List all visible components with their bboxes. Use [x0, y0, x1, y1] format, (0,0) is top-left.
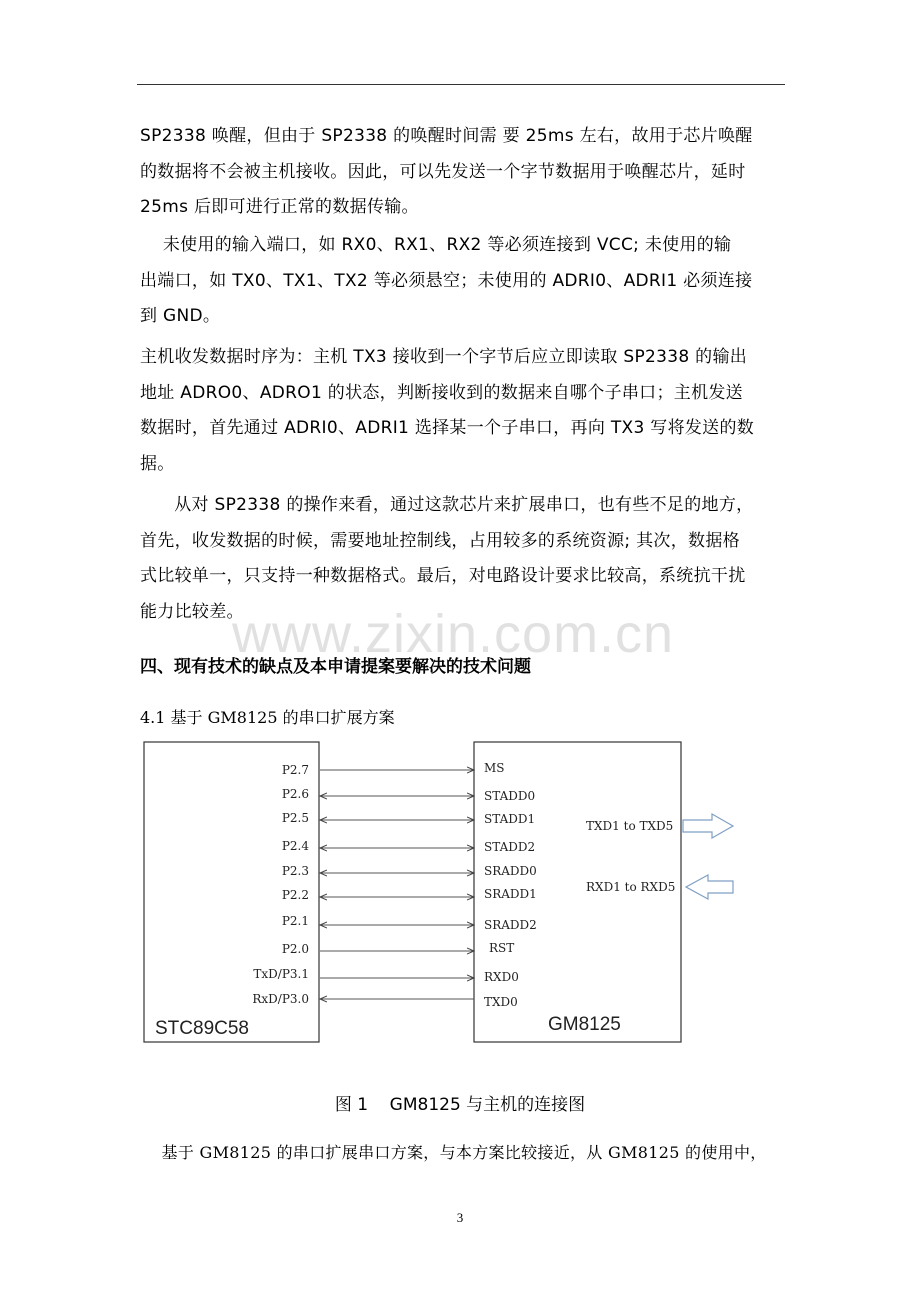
- watermark: www.zixin.com.cn: [232, 604, 675, 664]
- text-line: 式比较单一，只支持一种数据格式。最后，对电路设计要求比较高，系统抗干扰: [140, 566, 746, 586]
- section-heading: 四、现有技术的缺点及本申请提案要解决的技术问题: [140, 657, 531, 677]
- text-line: 据。: [140, 453, 175, 474]
- text-line: 25ms 后即可进行正常的数据传输。: [140, 197, 419, 217]
- left-pin-label: P2.3: [281, 864, 309, 878]
- tx-range-label: TXD1 to TXD5: [586, 819, 674, 833]
- text-line: SP2338 唤醒，但由于 SP2338 的唤醒时间需 要 25ms 左右，故用于芯片唤醒: [140, 126, 753, 146]
- text-line: 未使用的输入端口，如 RX0、RX1、RX2 等必须连接到 VCC; 未使用的输: [140, 235, 732, 255]
- right-pin-label: RST: [489, 941, 515, 955]
- right-pin-label: MS: [484, 761, 505, 775]
- left-pin-label: TxD/P3.1: [253, 967, 309, 981]
- left-pin-label: P2.6: [281, 787, 309, 801]
- tx-output-arrow: [683, 814, 733, 838]
- left-pin-label: P2.0: [281, 942, 309, 956]
- text-line: 数据时，首先通过 ADRI0、ADRI1 选择某一个子串口，再向 TX3 写将发送的数: [140, 418, 755, 438]
- text-line: 出端口，如 TX0、TX1、TX2 等必须悬空；未使用的 ADRI0、ADRI1 必须连接: [140, 270, 753, 291]
- text-line: 能力比较差。: [140, 601, 244, 622]
- right-pin-label: SRADD2: [484, 918, 537, 932]
- text-line: 首先，收发数据的时候，需要地址控制线，占用较多的系统资源; 其次，数据格: [140, 530, 740, 551]
- right-pin-label: STADD0: [484, 789, 536, 803]
- right-pin-label: TXD0: [484, 995, 518, 1009]
- text-line: 地址 ADRO0、ADRO1 的状态，判断接收到的数据来自哪个子串口；主机发送: [140, 382, 743, 403]
- text-line: 从对 SP2338 的操作来看，通过这款芯片来扩展串口，也有些不足的地方，: [140, 495, 754, 515]
- figure-caption: 图 1 GM8125 与主机的连接图: [334, 1095, 586, 1115]
- text-line: 基于 GM8125 的串口扩展串口方案，与本方案比较接近，从 GM8125 的使用中，: [140, 1143, 767, 1162]
- right-pin-label: SRADD0: [484, 864, 537, 878]
- left-pin-label: P2.2: [281, 888, 309, 902]
- text-line: 到 GND。: [140, 306, 221, 326]
- right-pin-label: STADD1: [484, 812, 536, 826]
- subsection-heading: 4.1 基于 GM8125 的串口扩展方案: [140, 708, 395, 727]
- page-number: 3: [456, 1210, 464, 1225]
- left-pin-label: P2.5: [281, 811, 309, 825]
- left-pin-label: RxD/P3.0: [252, 992, 309, 1006]
- left-pin-label: P2.7: [281, 763, 309, 777]
- right-pin-label: STADD2: [484, 840, 536, 854]
- text-line: 的数据将不会被主机接收。因此，可以先发送一个字节数据用于唤醒芯片，延时: [140, 161, 746, 182]
- right-pin-label: SRADD1: [484, 887, 537, 901]
- left-pin-label: P2.4: [281, 839, 309, 853]
- paragraph-5: [140, 1135, 784, 1171]
- rx-input-arrow: [686, 875, 733, 899]
- right-chip-label: GM8125: [548, 1014, 621, 1035]
- left-chip-label: STC89C58: [155, 1018, 249, 1039]
- right-pin-label: RXD0: [484, 970, 519, 984]
- text-line: 主机收发数据时序为：主机 TX3 接收到一个字节后应立即读取 SP2338 的输出: [140, 347, 748, 367]
- left-pin-label: P2.1: [281, 914, 309, 928]
- rx-range-label: RXD1 to RXD5: [586, 880, 676, 894]
